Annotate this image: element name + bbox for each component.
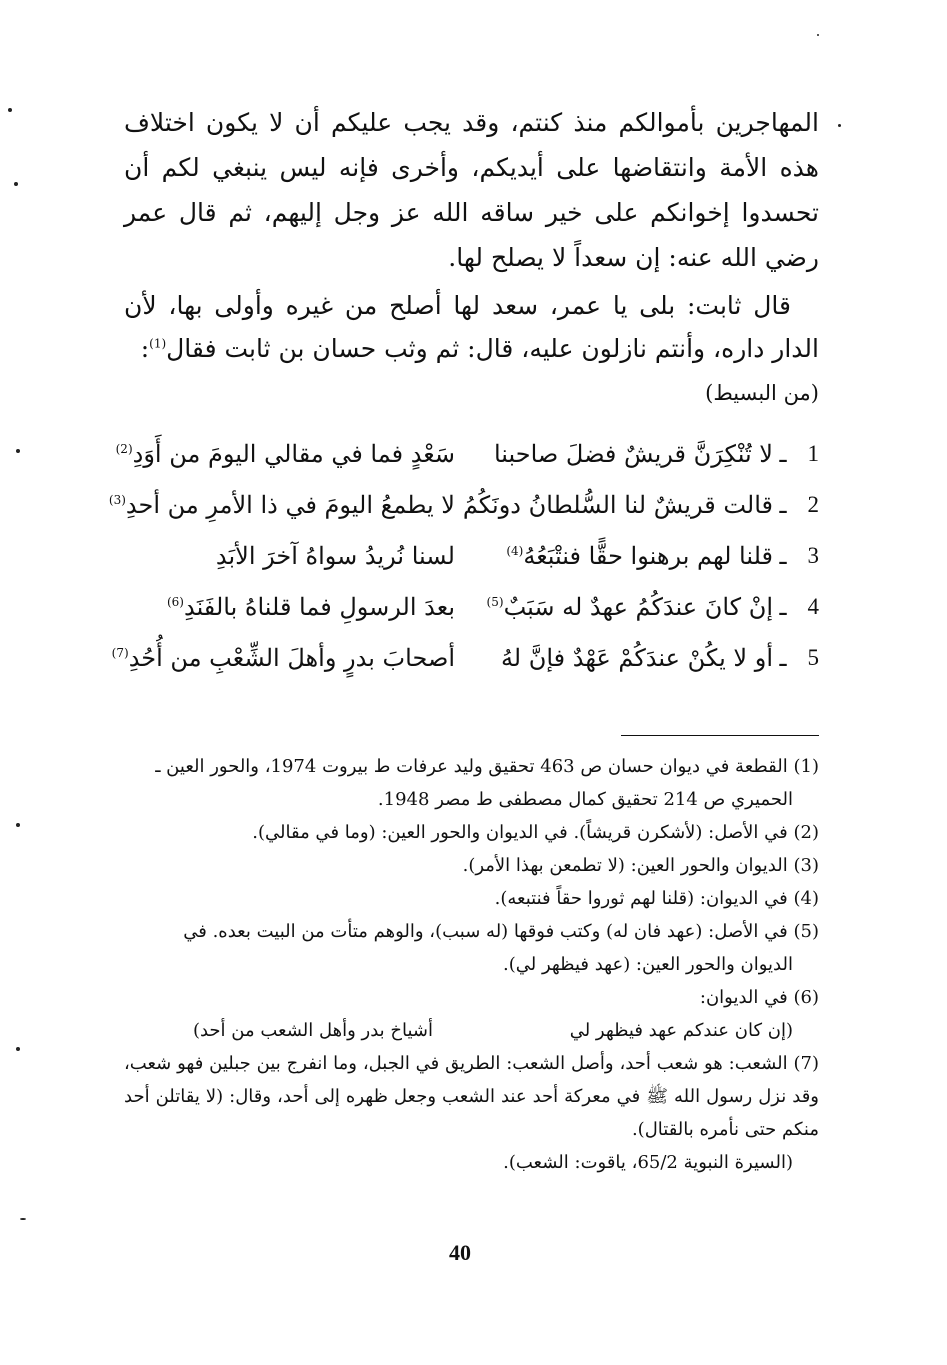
verse-second-hemistich — [111, 643, 455, 672]
footnote-text: في الديوان: (قلنا لهم ثوروا حقاً فنتبعه). — [494, 888, 788, 909]
hemistich-text: سَعْدٍ فما في مقالي اليومَ من أَوَدِ — [132, 439, 455, 468]
footnote-ref[interactable]: (2) — [115, 441, 133, 456]
verse-row — [111, 632, 819, 683]
footnote-text: الديوان والحور العين: (لا تطمعن بهذا الأمر). — [462, 855, 788, 876]
footnote-number: (3) — [793, 855, 819, 876]
verse-first-hemistich — [455, 440, 773, 468]
verse-number: 2 — [807, 491, 819, 517]
footnote-item — [124, 981, 819, 1014]
footnote-verse-first-hemistich: (إن كان عندكم عهد فيظهر لي — [569, 1020, 793, 1041]
footnote-verse — [124, 1014, 819, 1047]
verse-dash: ـ — [779, 592, 787, 621]
footnote-item — [124, 882, 819, 915]
footnote-text: القطعة في ديوان حسان ص 463 تحقيق وليد عرفات ط بيروت 1974، والحور العين ـ — [155, 756, 788, 777]
paragraph-thabit-text: قال ثابت: بلى يا عمر، سعد لها أصلح من غيره وأولى بها، لأن الدار داره، وأنتم نازلون عليه، قال: ثم وثب حسان بن ثابت فقال — [124, 291, 819, 363]
scan-speck — [16, 823, 20, 827]
footnote-text: الشعب: هو شعب أحد، وأصل الشعب: الطريق في الجبل، وما انفرج بين جبلين فهو شعب، وقد نزل رسول الله ﷺ في معركة أحد عند الشعب وجعل ظهره إلى أحد، وقال: (لا يقاتلن أحد منكم حتى نأمره بالقتال). — [124, 1053, 819, 1140]
verse-second-hemistich — [115, 439, 455, 468]
footnote-number: (5) — [793, 921, 819, 942]
verse-second-hemistich — [108, 490, 455, 519]
page-number: 40 — [449, 1240, 471, 1265]
scan-speck — [20, 1218, 26, 1220]
footnote-text: في الأصل: (عهد فان له) وكتب فوقها (له سبب)، والوهم متأت من البيت بعده. في — [183, 921, 788, 942]
verse-number: 5 — [807, 644, 819, 670]
footnote-ref[interactable]: (3) — [108, 492, 126, 507]
hemistich-text: إنْ كانَ عندَكُمُ عهدٌ له سَبَبٌ — [503, 592, 773, 621]
footnote-ref[interactable]: (6) — [166, 594, 184, 609]
hemistich-text: قلنا لهم برهنوا حقًّا فنتْبَعُهُ — [523, 541, 773, 570]
paragraph-thabit — [124, 284, 819, 370]
scan-speck — [817, 34, 819, 36]
hemistich-text: لا تُنْكِرَنَّ قريشٌ فضلَ صاحبنا — [493, 439, 773, 468]
hemistich-text: لسنا نُريدُ سواهُ آخرَ الأبَدِ — [215, 541, 455, 570]
footnote-ref[interactable]: (7) — [111, 645, 129, 660]
footnote-text: في الأصل: (لأشكرن قريشاً). في الديوان والحور العين: (وما في مقالي). — [252, 822, 788, 843]
verse-row — [115, 428, 819, 479]
scan-speck — [14, 182, 18, 186]
footnote-ref[interactable]: (4) — [506, 543, 524, 558]
verse-second-hemistich — [119, 542, 455, 570]
poem-meter-label: (من البسيط) — [705, 381, 819, 405]
paragraph-continued: المهاجرين بأموالكم منذ كنتم، وقد يجب عليكم أن لا يكون اختلاف هذه الأمة وانتقاضها على أيديكم، وأخرى فإنه ليس ينبغي لكم أن تحسدوا إخوانكم على خير ساقه الله عز وجل إليهم، ثم قال عمر رضي الله عنه: إن سعداً لا يصلح لها. — [124, 108, 819, 272]
hemistich-text: أو لا يكُنْ عندَكُمْ عَهْدٌ فإنَّ لهُ — [500, 643, 773, 672]
verse-number: 4 — [807, 593, 819, 619]
footnote-continuation: الديوان والحور العين: (عهد فيظهر لي). — [503, 954, 793, 975]
scan-speck — [8, 108, 12, 112]
footnote-text: في الديوان: — [699, 987, 788, 1008]
verse-row — [119, 530, 819, 581]
footnote-item — [124, 849, 819, 882]
footnote-item — [124, 816, 819, 849]
scan-speck — [838, 124, 841, 127]
poem — [108, 428, 819, 683]
verse-dash: ـ — [779, 439, 787, 468]
footnote-continuation: الحميري ص 214 تحقيق كمال مصطفى ط مصر 1948. — [377, 789, 793, 810]
footnote-item — [124, 1047, 819, 1146]
footnote-item — [124, 915, 819, 981]
paragraph-thabit-end: : — [140, 334, 150, 363]
footnote-source: (السيرة النبوية 65/2، ياقوت: الشعب). — [503, 1152, 793, 1173]
footnote-separator — [621, 735, 819, 736]
footnote-number: (2) — [793, 822, 819, 843]
verse-second-hemistich — [119, 593, 455, 621]
footnote-number: (4) — [793, 888, 819, 909]
footnote-item — [124, 750, 819, 816]
hemistich-text: قالت قريشٌ لنا السُّلطانُ دونَكُمُ — [462, 490, 773, 519]
verse-dash: ـ — [779, 541, 787, 570]
footnotes — [124, 750, 819, 1179]
footnote-verse-second-hemistich: أشياخ بدر وأهل الشعب من أحد) — [192, 1020, 433, 1041]
hemistich-text: أصحابَ بدرٍ وأهلَ الشِّعْبِ من أُحُدِ — [128, 643, 455, 672]
footnote-ref[interactable]: (5) — [486, 594, 504, 609]
verse-dash: ـ — [779, 643, 787, 672]
footnote-number: (7) — [793, 1053, 819, 1074]
verse-first-hemistich — [455, 644, 773, 672]
verse-number: 3 — [807, 542, 819, 568]
verse-dash: ـ — [779, 490, 787, 519]
verse-row — [119, 581, 819, 632]
verse-first-hemistich — [455, 491, 773, 519]
verse-row — [108, 479, 819, 530]
hemistich-text: لا يطمعُ اليومَ في ذا الأمرِ من أحدِ — [125, 490, 455, 519]
hemistich-text: بعدَ الرسولِ فما قلناهُ بالفَنَدِ — [183, 592, 455, 621]
footnote-ref-1[interactable]: (1) — [149, 336, 167, 351]
verse-first-hemistich — [455, 542, 773, 570]
footnote-number: (6) — [793, 987, 819, 1008]
scan-speck — [16, 1047, 20, 1051]
verse-first-hemistich — [455, 593, 773, 621]
footnote-number: (1) — [793, 756, 819, 777]
verse-number: 1 — [807, 440, 819, 466]
scan-speck — [16, 449, 20, 453]
